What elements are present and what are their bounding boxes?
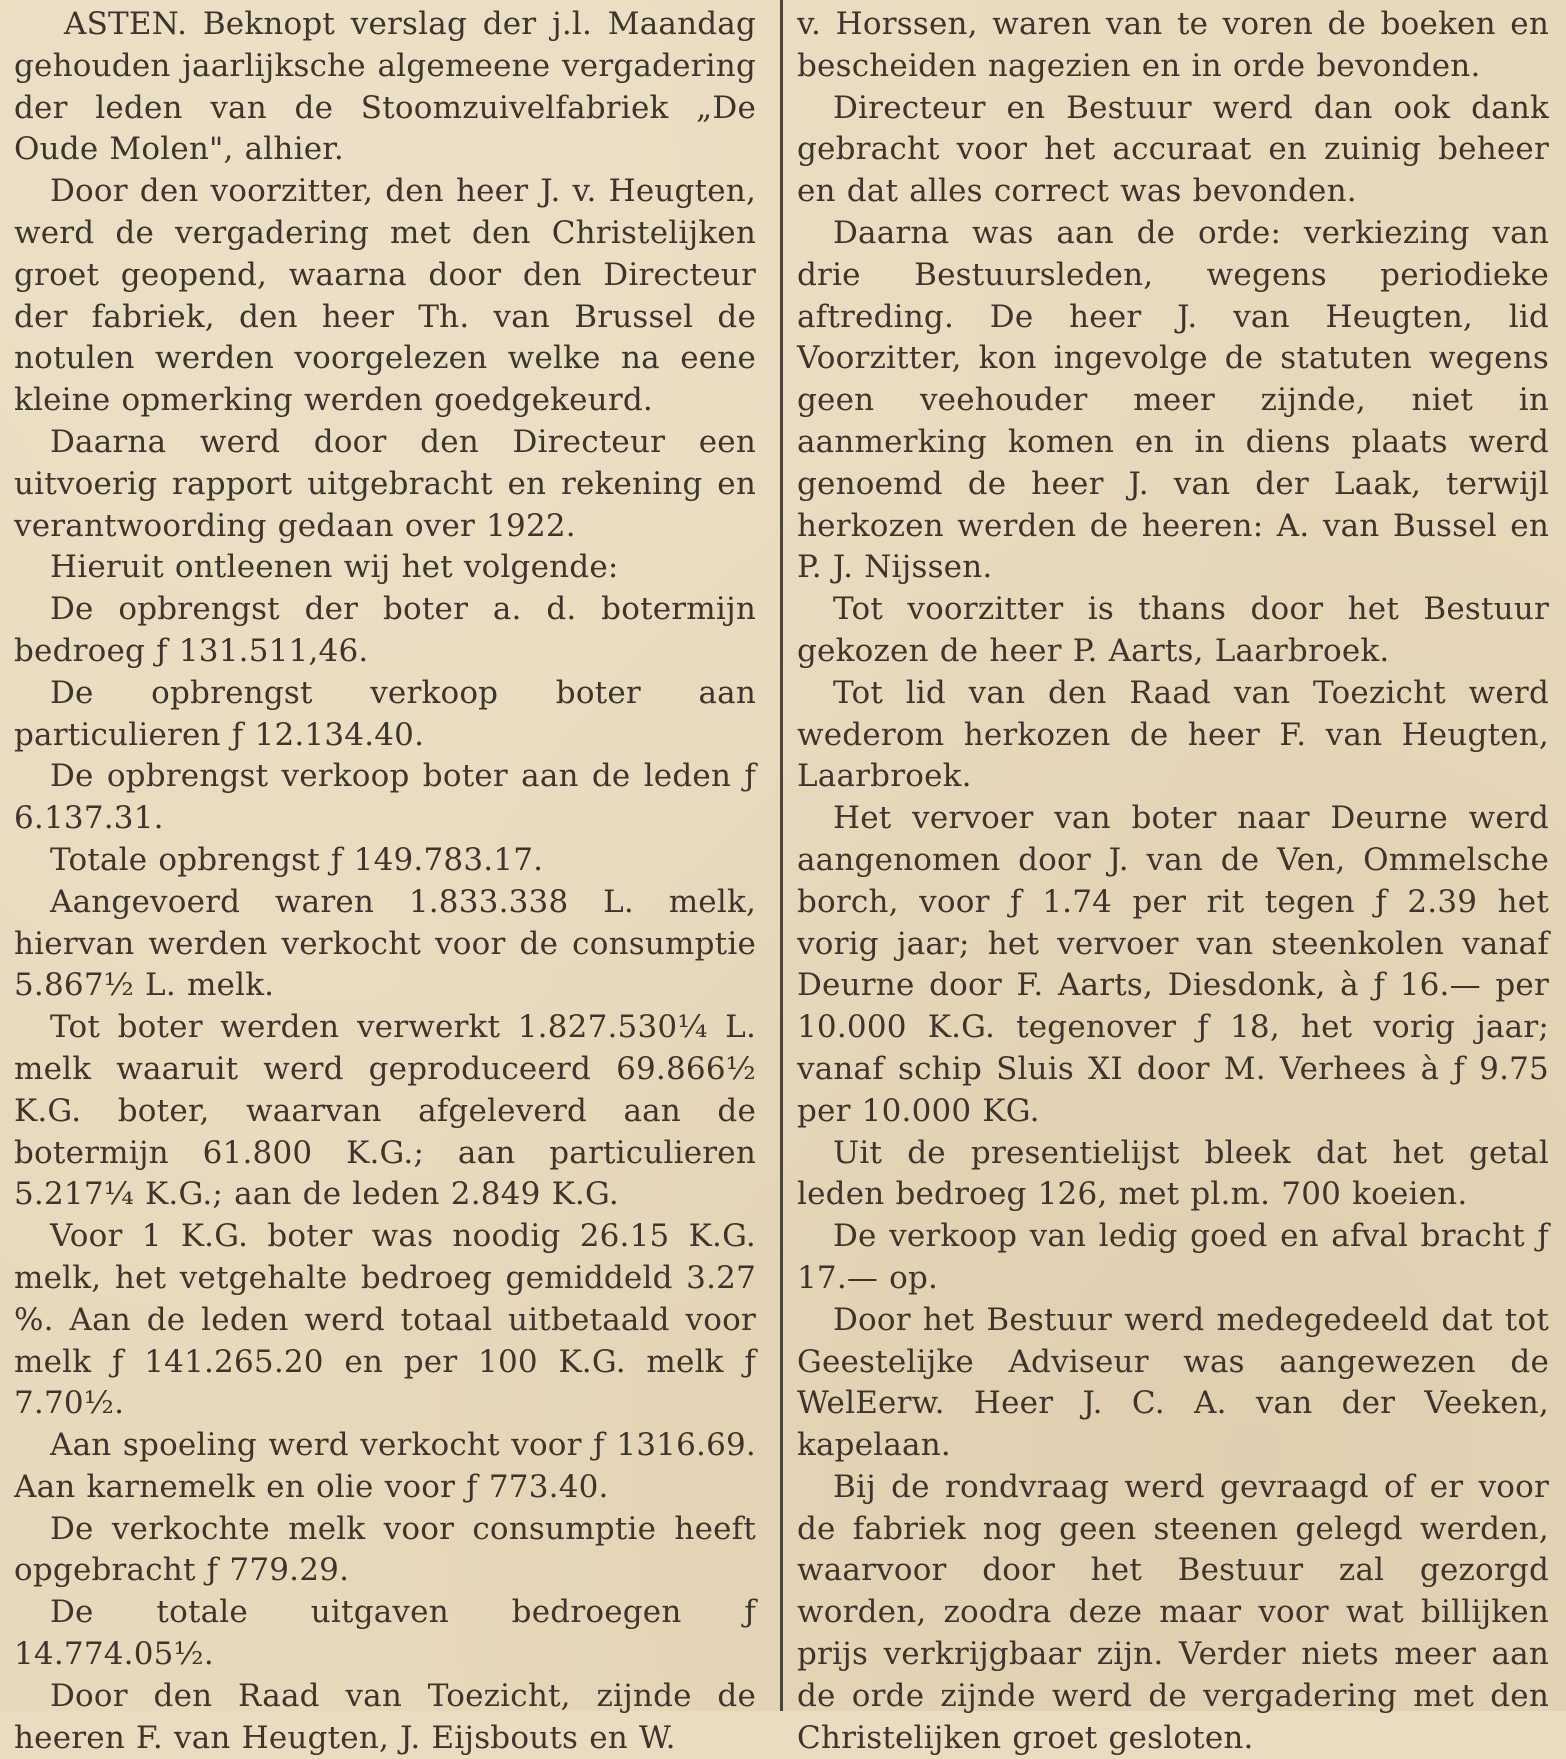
paragraph-raad-van-toezicht: Door den Raad van Toezicht, zijnde de heeren F. van Heugten, J. Eijsbouts en W. [14, 1677, 756, 1756]
paragraph-vervoer: Het vervoer van boter naar Deurne werd aangenomen door J. van de Ven, Ommelsche borch, voor ƒ 1.74 per rit tegen ƒ 2.39 het vorig jaar; het vervoer van steenkolen vanaf Deurne door F. Aarts, Diesdonk, à ƒ 16.— per 10.000 K.G. tegenover ƒ 18, het vorig jaar; vanaf schip Sluis XI door M. Verhees à ƒ 9.75 per 10.000 KG. [797, 800, 1549, 1129]
paragraph-spoeling: Aan spoeling werd verkocht voor ƒ 1316.69. Aan karnemelk en olie voor ƒ 773.40. [14, 1427, 756, 1505]
left-column [14, 4, 756, 1756]
paragraph-particulieren: De opbrengst verkoop boter aan particulieren ƒ 12.134.40. [14, 674, 756, 753]
paragraph-continuation: v. Horssen, waren van te voren de boeken en bescheiden nagezien en in orde bevonden. [797, 6, 1549, 84]
paragraph-afval: De verkoop van ledig goed en afval bracht ƒ 17.— op. [797, 1218, 1549, 1296]
paragraph-uitgaven: De totale uitgaven bedroegen ƒ 14.774.05½. [14, 1594, 756, 1673]
right-column [797, 4, 1549, 1756]
paragraph-report: Daarna werd door den Directeur een uitvoerig rapport uitgebracht en rekening en verantwoording gedaan over 1922. [14, 423, 756, 544]
paragraph-verkiezing: Daarna was aan de orde: verkiezing van drie Bestuursleden, wegens periodieke aftreding. De heer J. van Heugten, lid Voorzitter, kon ingevolge de statuten wegens geen veehouder meer zijnde, niet in aanmerking komen en in diens plaats werd genoemd de heer J. van der Laak, terwijl herkozen werden de heeren: A. van Bussel en P. J. Nijssen. [797, 214, 1549, 586]
paragraph-voorzitter: Tot voorzitter is thans door het Bestuur gekozen de heer P. Aarts, Laarbroek. [797, 591, 1549, 669]
paragraph-rondvraag: Bij de rondvraag werd gevraagd of er voor de fabriek nog geen steenen gelegd werden, waarvoor door het Bestuur zal gezorgd worden, zoodra deze maar voor wat billijken prijs verkrijgbaar zijn. Verder niets meer aan de orde zijnde werd de vergadering met den Christelijken groet gesloten. [797, 1468, 1549, 1756]
paragraph-presentielijst: Uit de presentielijst bleek dat het getal leden bedroeg 126, met pl.m. 700 koeien. [797, 1134, 1549, 1213]
column-divider [780, 0, 783, 1711]
paragraph-opening: Door den voorzitter, den heer J. v. Heugten, werd de vergadering met den Christelijken groet geopend, waarna door den Directeur der fabriek, den heer Th. van Brussel de notulen werden voorgelezen welke na eene kleine opmerking werden goedgekeurd. [14, 173, 756, 419]
article-heading-paragraph: ASTEN. Beknopt verslag der j.l. Maandag gehouden jaarlijksche algemeene vergadering der leden van de Stoomzuivelfabriek „De Oude Molen", alhier. [14, 6, 756, 168]
paragraph-totale-opbrengst: Totale opbrengst ƒ 149.783.17. [50, 841, 544, 878]
paragraph-intro: Hieruit ontleenen wij het volgende: [50, 549, 619, 586]
paragraph-dank: Directeur en Bestuur werd dan ook dank gebracht voor het accuraat en zuinig beheer en dat alles correct was bevonden. [797, 89, 1549, 210]
paragraph-aangevoerd: Aangevoerd waren 1.833.338 L. melk, hiervan werden verkocht voor de consumptie 5.867½ L. melk. [14, 883, 756, 1004]
paragraph-adviseur: Door het Bestuur werd medegedeeld dat tot Geestelijke Adviseur was aangewezen de WelEerw. Heer J. C. A. van der Veeken, kapelaan. [797, 1301, 1549, 1464]
paragraph-consumptie: De verkochte melk voor consumptie heeft opgebracht ƒ 779.29. [14, 1510, 756, 1589]
paragraph-vetgehalte: Voor 1 K.G. boter was noodig 26.15 K.G. melk, het vetgehalte bedroeg gemiddeld 3.27 %. Aan de leden werd totaal uitbetaald voor melk ƒ 141.265.20 en per 100 K.G. melk ƒ 7.70½. [14, 1218, 756, 1422]
paragraph-toezicht: Tot lid van den Raad van Toezicht werd wederom herkozen de heer F. van Heugten, Laarbroek. [797, 674, 1549, 795]
paragraph-verwerkt: Tot boter werden verwerkt 1.827.530¼ L. melk waaruit werd geproduceerd 69.866½ K.G. boter, waarvan afgeleverd aan de botermijn 61.800 K.G.; aan particulieren 5.217¼ K.G.; aan de leden 2.849 K.G. [14, 1009, 756, 1213]
paragraph-botermijn: De opbrengst der boter a. d. botermijn bedroeg ƒ 131.511,46. [14, 591, 756, 669]
paragraph-leden: De opbrengst verkoop boter aan de leden ƒ 6.137.31. [14, 758, 756, 837]
